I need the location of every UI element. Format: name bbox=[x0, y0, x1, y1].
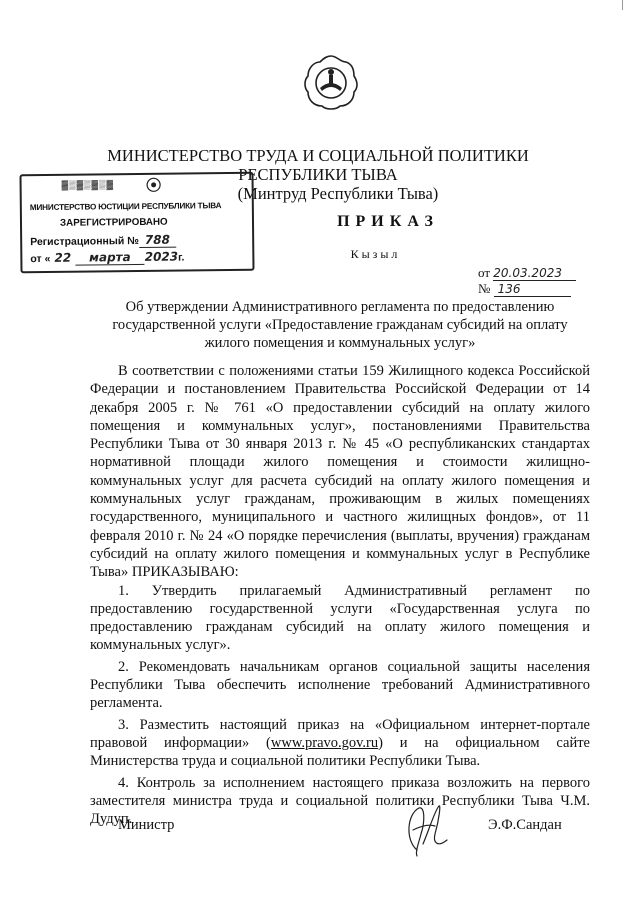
item-3-text-before: 3. Разместить настоящий приказ на «Официальном интернет-портале правовой информации» ( bbox=[90, 716, 590, 751]
ministry-short-name: (Минтруд Республики Тыва) bbox=[237, 184, 439, 203]
order-date-prefix: от bbox=[478, 265, 491, 280]
ministry-name-line1: МИНИСТЕРСТВО ТРУДА И СОЦИАЛЬНОЙ ПОЛИТИКИ bbox=[107, 146, 529, 165]
order-subject: Об утверждении Административного регламента по предоставлению государственной услуги «Предоставление гражданам субсидий на оплату жилого помещения и коммунальных услуг» bbox=[112, 299, 568, 351]
stamp-reg-number-row bbox=[30, 233, 176, 249]
ministry-name-line2: РЕСПУБЛИКИ ТЫВА bbox=[238, 165, 398, 184]
paragraph-preamble: В соответствии с положениями статьи 159 Жилищного кодекса Российской Федерации и постановлением Правительства Российской Федерации от 14 декабря 2005 г. № 761 «О предоставлении субсидий на оплату жилого помещения и коммунальных услуг», постановлениями Правительства Республики Тыва от 30 января 2013 г. № 45 «О республиканских стандартах нормативной площади жилого помещения и стоимости жилищно-коммунальных услуг для расчета субсидий на оплату жилого помещения и коммунальных услуг гражданам, проживающим в жилых помещениях государственного, муниципального и частного жилищных фондов», от 11 февраля 2010 г. № 24 «О порядке перечисления (выплаты, вручения) гражданам субсидий на оплату жилого помещения и коммунальных услуг в Республике Тыва» ПРИКАЗЫВАЮ: bbox=[90, 363, 590, 581]
paragraph-item-2: 2. Рекомендовать начальникам органов социальной защиты населения Республики Тыва обеспечить исполнение требований Административного регламента. bbox=[90, 658, 590, 712]
stamp-date-prefix: от « bbox=[30, 252, 51, 266]
pravo-gov-link[interactable]: www.pravo.gov.ru bbox=[270, 734, 379, 751]
order-date bbox=[478, 265, 576, 281]
stamp-reg-number-label: Регистрационный № bbox=[30, 234, 139, 249]
stamp-year: 2023 bbox=[144, 249, 179, 264]
order-number-value: 136 bbox=[494, 282, 571, 297]
stamp-year-suffix: г. bbox=[178, 251, 185, 264]
order-body bbox=[90, 362, 590, 828]
paragraph-item-3 bbox=[90, 716, 590, 771]
paragraph-item-4: 4. Контроль за исполнением настоящего приказа возложить на первого заместителя министра труда и социальной политики Республики Тыва Ч.М. Дудуп. bbox=[90, 774, 590, 828]
coat-of-arms-emblem-icon bbox=[300, 52, 362, 114]
document-type: ПРИКАЗ bbox=[337, 213, 439, 230]
stamp-reg-number: 788 bbox=[139, 233, 176, 248]
paragraph-item-1: 1. Утвердить прилагаемый Административный регламент по предоставлению государственной услуги «Государственная услуга по предоставлению гражданам субсидий на оплату жилого помещения и коммунальных услуг». bbox=[90, 582, 590, 654]
signatory-position: Министр bbox=[118, 817, 175, 833]
handwritten-signature bbox=[395, 800, 455, 858]
stamp-speckle: ▓▒▓▒▓▒▓ bbox=[61, 179, 115, 190]
edge-mark bbox=[622, 0, 623, 10]
city: Кызыл bbox=[350, 247, 401, 261]
order-number-prefix: № bbox=[478, 281, 491, 296]
stamp-registered: ЗАРЕГИСТРИРОВАНО bbox=[59, 216, 168, 229]
stamp-day: 22 bbox=[54, 250, 72, 265]
stamp-ministry: МИНИСТЕРСТВО ЮСТИЦИИ РЕСПУБЛИКИ ТЫВА bbox=[29, 201, 222, 213]
stamp-emblem-icon bbox=[146, 177, 162, 193]
order-date-value: 20.03.2023 bbox=[493, 266, 576, 281]
stamp-month: марта bbox=[75, 250, 145, 266]
signatory-name: Э.Ф.Сандан bbox=[488, 817, 562, 833]
item-3-text-after: ) и на официальном сайте Министерства труда и социальной политики Республики Тыва. bbox=[90, 734, 590, 770]
order-number bbox=[478, 281, 571, 297]
